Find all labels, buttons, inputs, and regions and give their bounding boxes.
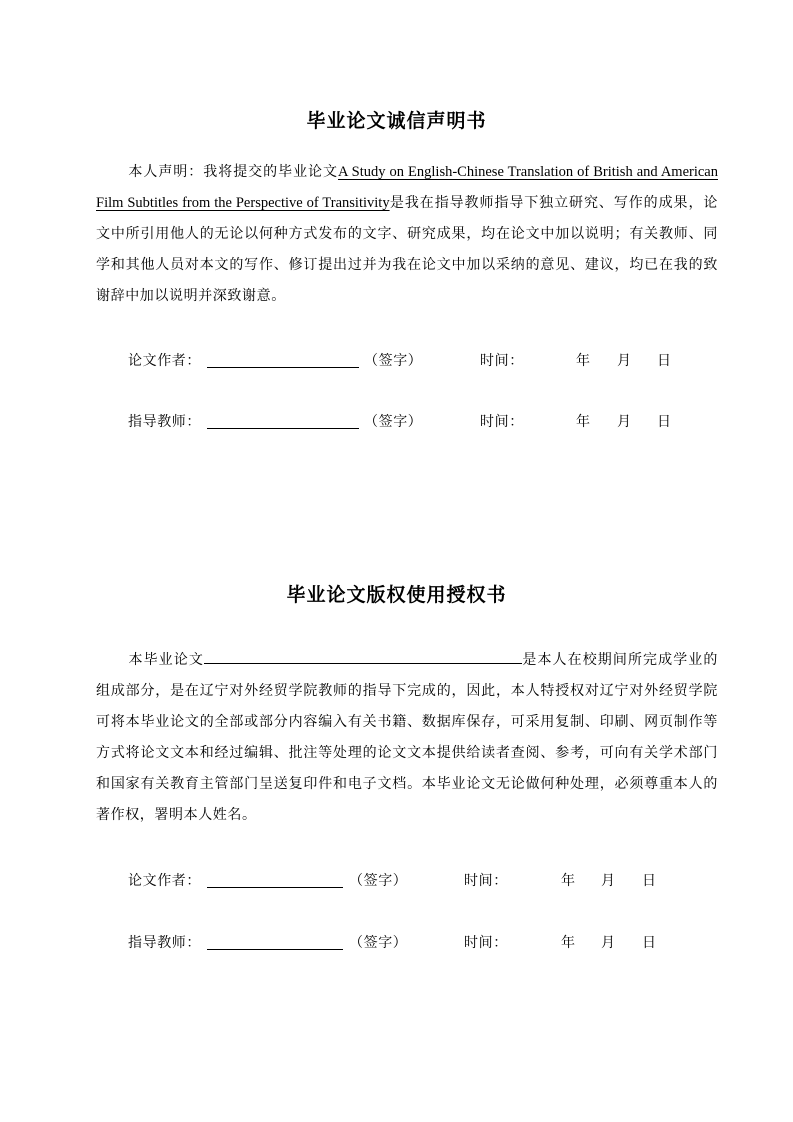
day-label: 日 xyxy=(642,873,657,889)
declaration-intro: 本人声明：我将提交的毕业论文 xyxy=(128,164,339,180)
month-label: 月 xyxy=(617,414,632,430)
sign-label: （签字） xyxy=(364,353,423,369)
authorization-intro: 本毕业论文 xyxy=(128,652,204,668)
advisor-label: 指导教师： xyxy=(128,935,201,951)
authorization-title: 毕业论文版权使用授权书 xyxy=(286,584,507,606)
time-label: 时间： xyxy=(464,873,508,889)
day-label: 日 xyxy=(642,935,657,951)
year-label: 年 xyxy=(576,353,591,369)
month-label: 月 xyxy=(617,353,632,369)
declaration-paragraph xyxy=(96,157,718,312)
sign-label: （签字） xyxy=(364,414,423,430)
author-label: 论文作者： xyxy=(128,353,201,369)
author-signature-line[interactable] xyxy=(207,887,343,888)
year-label: 年 xyxy=(561,873,576,889)
sign-label: （签字） xyxy=(349,873,408,889)
author-signature-line[interactable] xyxy=(207,367,359,368)
month-label: 月 xyxy=(601,873,616,889)
thesis-title-blank[interactable] xyxy=(204,649,522,664)
time-label: 时间： xyxy=(480,414,524,430)
time-label: 时间： xyxy=(480,353,524,369)
authorization-body: 是本人在校期间所完成学业的组成部分，是在辽宁对外经贸学院教师的指导下完成的，因此，本人特授权对辽宁对外经贸学院可将本毕业论文的全部或部分内容编入有关书籍、数据库保存，可采用复制、印刷、网页制作等方式将论文文本和经过编辑、批注等处理的论文文本提供给读者查阅、参考，可向有关学术部门和国家有关教育主管部门呈送复印件和电子文档。本毕业论文无论做何种处理，必须尊重本人的著作权，署明本人姓名。 xyxy=(96,652,718,823)
advisor-label: 指导教师： xyxy=(128,414,201,430)
sign-label: （签字） xyxy=(349,935,408,951)
month-label: 月 xyxy=(601,935,616,951)
advisor-signature-line[interactable] xyxy=(207,428,359,429)
year-label: 年 xyxy=(561,935,576,951)
thesis-title-english: A Study on English-Chinese Translation of British and American Film Subtitles from the Perspective of Transitivity xyxy=(96,164,718,211)
declaration-title: 毕业论文诚信声明书 xyxy=(306,110,487,132)
advisor-signature-line[interactable] xyxy=(207,949,343,950)
day-label: 日 xyxy=(657,353,672,369)
year-label: 年 xyxy=(576,414,591,430)
declaration-body: 是我在指导教师指导下独立研究、写作的成果，论文中所引用他人的无论以何种方式发布的文字、研究成果，均在论文中加以说明；有关教师、同学和其他人员对本文的写作、修订提出过并为我在论文中加以采纳的意见、建议，均已在我的致谢辞中加以说明并深致谢意。 xyxy=(96,195,718,304)
author-label: 论文作者： xyxy=(128,873,201,889)
authorization-paragraph xyxy=(96,645,718,831)
time-label: 时间： xyxy=(464,935,508,951)
day-label: 日 xyxy=(657,414,672,430)
